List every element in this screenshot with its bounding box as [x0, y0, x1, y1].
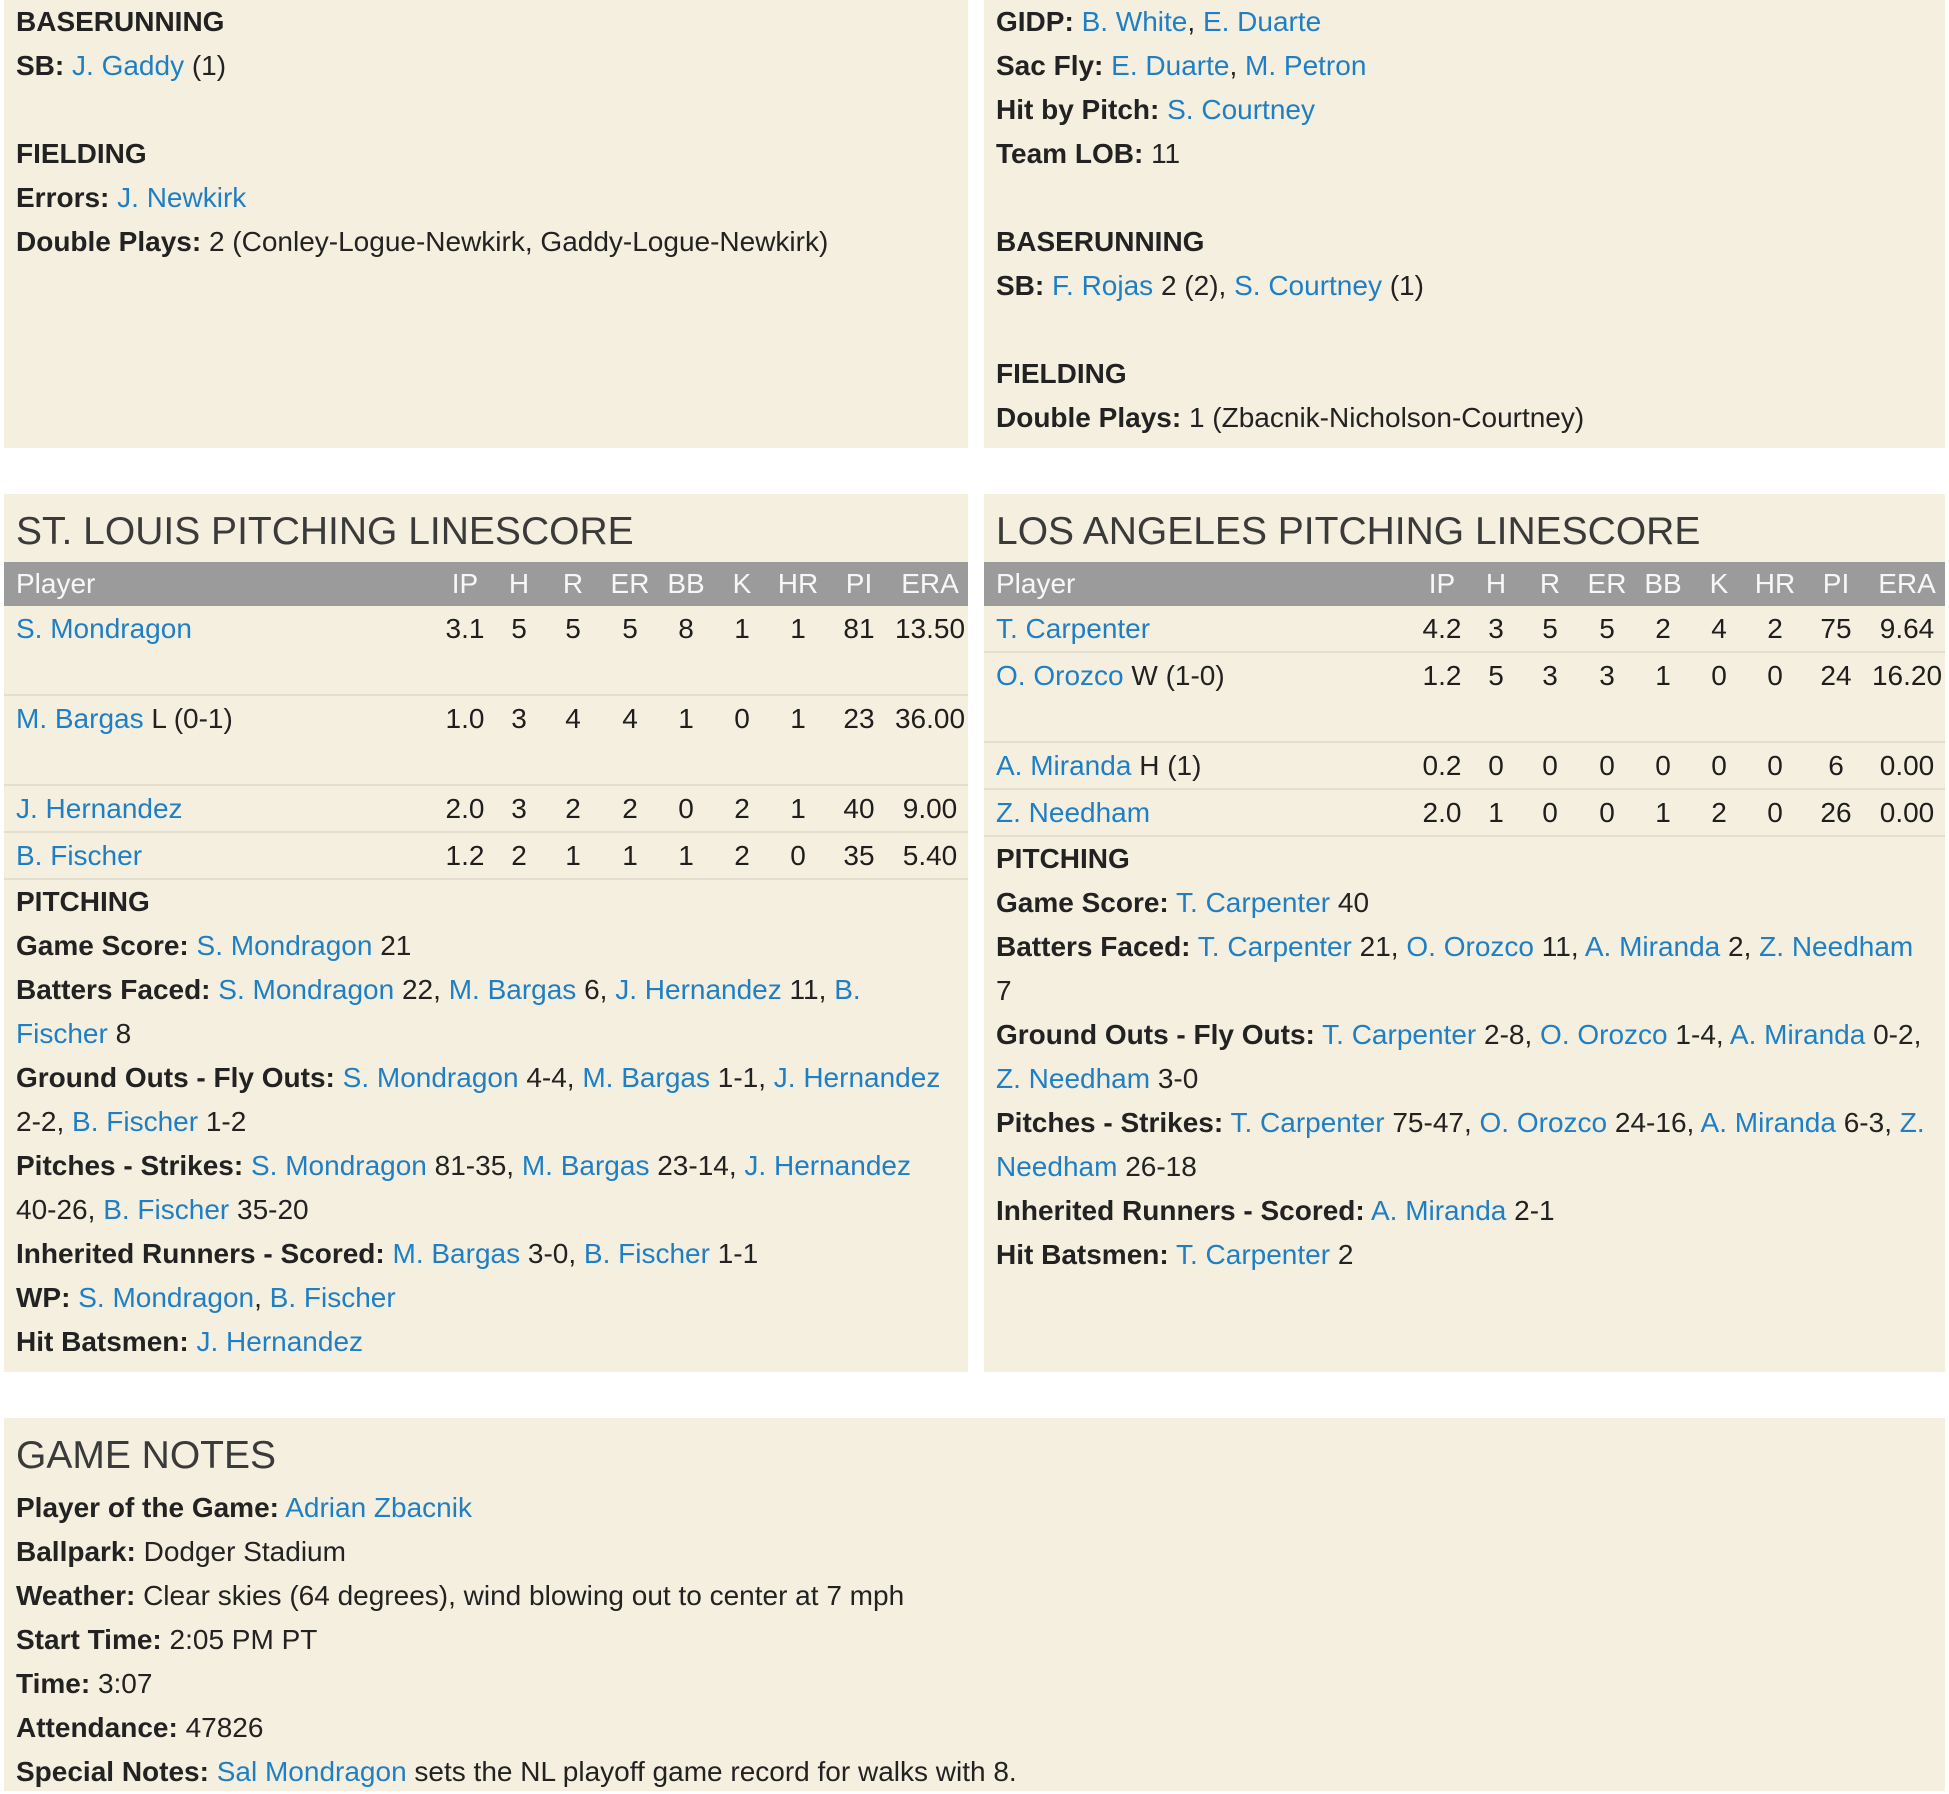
player-link[interactable]: J. Hernandez [196, 1326, 364, 1357]
cell-r: 5 [1521, 606, 1579, 652]
game-time-line [16, 1662, 1933, 1706]
batters-faced-label: Batters Faced: [16, 974, 211, 1005]
cell-pi: 81 [826, 606, 892, 695]
player-link[interactable]: J. Hernandez [773, 1062, 941, 1093]
start-time-value: 2:05 PM PT [169, 1624, 318, 1655]
cell-era: 0.00 [1869, 742, 1945, 789]
batters-faced-label: Batters Faced: [996, 931, 1191, 962]
home-batting-extras-panel [984, 0, 1945, 448]
hit-batsmen-label: Hit Batsmen: [16, 1326, 189, 1357]
player-link[interactable]: M. Bargas [582, 1062, 710, 1093]
cell-h: 3 [494, 695, 544, 785]
cell-h: 3 [1471, 606, 1521, 652]
player-link[interactable]: O. Orozco [996, 660, 1124, 691]
player-link[interactable]: S. Mondragon [16, 613, 192, 644]
batters-faced-line: Batters Faced: T. Carpenter 21, O. Orozco 11, A. Miranda 2, Z. Needham 7 [996, 931, 1914, 1006]
double-plays-value: 2 (Conley-Logue-Newkirk, Gaddy-Logue-Newkirk) [208, 226, 829, 257]
col-header: R [544, 562, 602, 606]
sb-value: (1) [1389, 270, 1424, 301]
groundouts-flyouts-line: Ground Outs - Fly Outs: S. Mondragon 4-4, M. Bargas 1-1, J. Hernandez 2-2, B. Fischer 1-2 [16, 1062, 941, 1137]
cell-er: 5 [1579, 606, 1635, 652]
pitching-notes [16, 880, 956, 1364]
hbp-label: Hit by Pitch: [996, 94, 1160, 125]
col-header: H [1471, 562, 1521, 606]
player-link[interactable]: O. Orozco [1479, 1107, 1608, 1138]
cell-bb: 1 [658, 695, 714, 785]
start-time-line [16, 1618, 1933, 1662]
fielding-heading: FIELDING [996, 358, 1127, 389]
cell-ip: 0.2 [1413, 742, 1471, 789]
pitches-strikes-label: Pitches - Strikes: [16, 1150, 244, 1181]
groundouts-flyouts-line: Ground Outs - Fly Outs: T. Carpenter 2-8, O. Orozco 1-4, A. Miranda 0-2, Z. Needham 3-0 [996, 1019, 1922, 1094]
cell-era: 13.50 [892, 606, 968, 695]
inherited-runners-label: Inherited Runners - Scored: [16, 1238, 385, 1269]
cell-pi: 35 [826, 832, 892, 879]
cell-r: 3 [1521, 652, 1579, 742]
sb-line [16, 44, 956, 88]
wild-pitch-label: WP: [16, 1282, 71, 1313]
double-plays-line [996, 396, 1933, 440]
col-header: PI [826, 562, 892, 606]
cell-era: 16.20 [1869, 652, 1945, 742]
player-link[interactable]: M. Bargas [521, 1150, 650, 1181]
hit-batsmen-line [16, 1320, 956, 1364]
player-link[interactable]: J. Hernandez [615, 974, 782, 1005]
sb-line [996, 264, 1933, 308]
attendance-label: Attendance: [16, 1712, 178, 1743]
pitching-notes [996, 837, 1933, 1277]
player-of-game-label: Player of the Game: [16, 1492, 279, 1523]
player-link[interactable]: M. Petron [1245, 50, 1367, 81]
cell-bb: 0 [658, 785, 714, 832]
table-row [984, 606, 1945, 652]
hit-batsmen-value: 2 [1337, 1239, 1354, 1270]
pitches-strikes-line: Pitches - Strikes: S. Mondragon 81-35, M. Bargas 23-14, J. Hernandez 40-26, B. Fischer 35-20 [16, 1150, 911, 1225]
table-row [4, 832, 968, 879]
cell-hr: 2 [1747, 606, 1803, 652]
player-link[interactable]: S. Courtney [1234, 270, 1382, 301]
decision-note: H (1) [1139, 749, 1202, 781]
cell-er: 0 [1579, 742, 1635, 789]
weather-value: Clear skies (64 degrees), wind blowing out to center at 7 mph [143, 1580, 905, 1611]
col-header: K [714, 562, 770, 606]
player-link[interactable]: B. Fischer [16, 839, 143, 871]
col-header: ERA [1869, 562, 1945, 606]
cell-ip: 2.0 [436, 785, 494, 832]
cell-k: 0 [1691, 742, 1747, 789]
cell-r: 0 [1521, 742, 1579, 789]
player-link[interactable]: B. White [1081, 6, 1188, 37]
decision-note: W (1-0) [1131, 660, 1225, 691]
player-link[interactable]: B. Fischer [583, 1238, 710, 1269]
batters-faced-line: Batters Faced: S. Mondragon 22, M. Bargas 6, J. Hernandez 11, B. Fischer 8 [16, 974, 861, 1049]
player-link[interactable]: E. Duarte [1202, 6, 1322, 37]
section-title: LOS ANGELES PITCHING LINESCORE [996, 510, 1701, 553]
player-link[interactable]: Z. Needham [1759, 931, 1914, 962]
baserunning-heading: BASERUNNING [16, 6, 225, 37]
pitching-heading: PITCHING [16, 886, 150, 917]
game-time-value: 3:07 [97, 1668, 153, 1699]
cell-pi: 40 [826, 785, 892, 832]
sac-fly-line: Sac Fly: E. Duarte, M. Petron [996, 50, 1367, 81]
cell-bb: 1 [1635, 652, 1691, 742]
cell-ip: 3.1 [436, 606, 494, 695]
player-link[interactable]: J. Newkirk [117, 182, 247, 213]
col-header: BB [1635, 562, 1691, 606]
game-score-line [16, 924, 956, 968]
cell-hr: 1 [770, 606, 826, 695]
la-pitching-panel [984, 494, 1945, 1372]
sb-value: (1) [191, 50, 227, 81]
start-time-label: Start Time: [16, 1624, 162, 1655]
errors-label: Errors: [16, 182, 110, 213]
col-header: IP [1413, 562, 1471, 606]
hit-batsmen-line [996, 1233, 1933, 1277]
col-header: K [1691, 562, 1747, 606]
cell-ip: 4.2 [1413, 606, 1471, 652]
player-link[interactable]: Z. Needham [996, 796, 1151, 828]
team-lob-value: 11 [1151, 138, 1181, 169]
player-of-game-line [16, 1486, 1933, 1530]
cell-er: 1 [602, 832, 658, 879]
player-link[interactable]: Sal Mondragon [216, 1756, 407, 1787]
col-header: HR [770, 562, 826, 606]
decision-note: L (0-1) [151, 703, 233, 734]
cell-h: 0 [1471, 742, 1521, 789]
team-lob-line [996, 132, 1933, 176]
player-link[interactable]: S. Mondragon [218, 974, 395, 1005]
player-link[interactable]: T. Carpenter [1175, 1239, 1331, 1270]
attendance-value: 47826 [185, 1712, 264, 1743]
player-link[interactable]: O. Orozco [1406, 931, 1534, 962]
cell-ip: 1.2 [1413, 652, 1471, 742]
cell-pi: 75 [1803, 606, 1869, 652]
game-score-label: Game Score: [996, 887, 1169, 918]
groundouts-flyouts-label: Ground Outs - Fly Outs: [996, 1019, 1315, 1050]
inherited-runners-label: Inherited Runners - Scored: [996, 1195, 1365, 1226]
cell-bb: 2 [1635, 606, 1691, 652]
cell-k: 4 [1691, 606, 1747, 652]
player-link[interactable]: A. Miranda [1584, 931, 1721, 962]
player-link[interactable]: S. Mondragon [78, 1282, 255, 1313]
table-header-row [984, 562, 1945, 606]
cell-bb: 0 [1635, 742, 1691, 789]
player-link[interactable]: J. Gaddy [72, 50, 185, 81]
weather-line [16, 1574, 1933, 1618]
player-link[interactable]: A. Miranda [1700, 1107, 1836, 1138]
inherited-runners-line: Inherited Runners - Scored: M. Bargas 3-0, B. Fischer 1-1 [16, 1238, 759, 1269]
inherited-runners-value: 2-1 [1514, 1195, 1555, 1226]
col-header: IP [436, 562, 494, 606]
attendance-line [16, 1706, 1933, 1750]
section-title: GAME NOTES [16, 1434, 277, 1477]
cell-r: 4 [544, 695, 602, 785]
player-link[interactable]: T. Carpenter [1176, 887, 1331, 918]
away-batting-extras-panel [4, 0, 968, 448]
player-link[interactable]: Adrian Zbacnik [285, 1492, 472, 1523]
cell-hr: 0 [770, 832, 826, 879]
cell-er: 2 [602, 785, 658, 832]
player-link[interactable]: T. Carpenter [1230, 1107, 1385, 1138]
pitching-heading: PITCHING [996, 843, 1130, 874]
cell-hr: 0 [1747, 789, 1803, 836]
cell-era: 36.00 [892, 695, 968, 785]
team-lob-label: Team LOB: [996, 138, 1144, 169]
inherited-runners-line [996, 1189, 1933, 1233]
table-row [984, 742, 1945, 789]
cell-bb: 1 [1635, 789, 1691, 836]
player-link[interactable]: A. Miranda [996, 749, 1132, 781]
col-header: PI [1803, 562, 1869, 606]
player-link[interactable]: S. Mondragon [250, 1150, 427, 1181]
ballpark-value: Dodger Stadium [143, 1536, 346, 1567]
sb-label: SB: [16, 50, 65, 81]
player-link[interactable]: Z. Needham [996, 1063, 1151, 1094]
player-link[interactable]: S. Courtney [1167, 94, 1315, 125]
section-title: ST. LOUIS PITCHING LINESCORE [16, 510, 634, 553]
cell-h: 5 [1471, 652, 1521, 742]
game-score-line [996, 881, 1933, 925]
cell-pi: 6 [1803, 742, 1869, 789]
player-link[interactable]: S. Mondragon [196, 930, 373, 961]
col-header: Player [4, 562, 436, 606]
pitches-strikes-label: Pitches - Strikes: [996, 1107, 1224, 1138]
player-link[interactable]: J. Hernandez [16, 792, 183, 824]
cell-r: 5 [544, 606, 602, 695]
game-score-label: Game Score: [16, 930, 189, 961]
cell-ip: 2.0 [1413, 789, 1471, 836]
special-notes-line [16, 1750, 1933, 1794]
game-score-value: 21 [380, 930, 412, 961]
cell-r: 1 [544, 832, 602, 879]
cell-era: 9.00 [892, 785, 968, 832]
player-link[interactable]: F. Rojas [1052, 270, 1154, 301]
cell-k: 0 [714, 695, 770, 785]
player-link[interactable]: E. Duarte [1111, 50, 1230, 81]
special-notes-value: sets the NL playoff game record for walks with 8. [414, 1756, 1017, 1787]
cell-er: 0 [1579, 789, 1635, 836]
pitching-linescore-table [4, 562, 968, 880]
cell-h: 5 [494, 606, 544, 695]
hbp-line [996, 88, 1933, 132]
player-link[interactable]: M. Bargas [392, 1238, 521, 1269]
pitching-linescore-table [984, 562, 1945, 837]
cell-er: 5 [602, 606, 658, 695]
col-header: BB [658, 562, 714, 606]
col-header: ER [602, 562, 658, 606]
player-link[interactable]: T. Carpenter [1197, 931, 1352, 962]
double-plays-label: Double Plays: [996, 402, 1182, 433]
sb-label: SB: [996, 270, 1045, 301]
player-link[interactable]: B. Fischer [16, 974, 861, 1049]
cell-k: 1 [714, 606, 770, 695]
cell-hr: 0 [1747, 742, 1803, 789]
cell-hr: 1 [770, 785, 826, 832]
pitches-strikes-line: Pitches - Strikes: T. Carpenter 75-47, O. Orozco 24-16, A. Miranda 6-3, Z. Needham 26-18 [996, 1107, 1925, 1182]
game-score-value: 40 [1337, 887, 1370, 918]
double-plays-line [16, 220, 956, 264]
player-link[interactable]: T. Carpenter [996, 612, 1151, 644]
col-header: R [1521, 562, 1579, 606]
gidp-line: GIDP: B. White, E. Duarte [996, 6, 1322, 37]
col-header: ER [1579, 562, 1635, 606]
special-notes-label: Special Notes: [16, 1756, 209, 1787]
cell-era: 5.40 [892, 832, 968, 879]
fielding-heading: FIELDING [16, 138, 147, 169]
cell-k: 2 [714, 832, 770, 879]
cell-h: 3 [494, 785, 544, 832]
cell-ip: 1.0 [436, 695, 494, 785]
cell-pi: 23 [826, 695, 892, 785]
cell-k: 2 [714, 785, 770, 832]
cell-h: 1 [1471, 789, 1521, 836]
cell-era: 9.64 [1869, 606, 1945, 652]
player-link[interactable]: B. Fischer [103, 1194, 230, 1225]
sb-value: 2 (2), [1160, 270, 1227, 301]
cell-era: 0.00 [1869, 789, 1945, 836]
cell-h: 2 [494, 832, 544, 879]
hit-batsmen-label: Hit Batsmen: [996, 1239, 1169, 1270]
double-plays-value: 1 (Zbacnik-Nicholson-Courtney) [1188, 402, 1585, 433]
player-link[interactable]: M. Bargas [448, 974, 577, 1005]
cell-pi: 26 [1803, 789, 1869, 836]
table-row [4, 695, 968, 785]
groundouts-flyouts-label: Ground Outs - Fly Outs: [16, 1062, 335, 1093]
cell-pi: 24 [1803, 652, 1869, 742]
stl-pitching-panel [4, 494, 968, 1372]
cell-er: 3 [1579, 652, 1635, 742]
table-row [4, 606, 968, 695]
cell-ip: 1.2 [436, 832, 494, 879]
table-row [984, 789, 1945, 836]
game-time-label: Time: [16, 1668, 91, 1699]
table-header-row [4, 562, 968, 606]
player-link[interactable]: M. Bargas [16, 703, 144, 734]
cell-hr: 1 [770, 695, 826, 785]
col-header: H [494, 562, 544, 606]
player-link[interactable]: J. Hernandez [744, 1150, 911, 1181]
ballpark-label: Ballpark: [16, 1536, 136, 1567]
errors-line [16, 176, 956, 220]
player-link[interactable]: S. Mondragon [342, 1062, 519, 1093]
player-link[interactable]: B. Fischer [72, 1106, 199, 1137]
baserunning-heading: BASERUNNING [996, 226, 1205, 257]
player-link[interactable]: Z. Needham [996, 1107, 1925, 1182]
table-row [4, 785, 968, 832]
wild-pitch-line: WP: S. Mondragon, B. Fischer [16, 1282, 396, 1313]
player-link[interactable]: T. Carpenter [1322, 1019, 1477, 1050]
cell-bb: 1 [658, 832, 714, 879]
cell-er: 4 [602, 695, 658, 785]
table-row [984, 652, 1945, 742]
player-link[interactable]: B. Fischer [269, 1282, 396, 1313]
game-notes-panel [4, 1418, 1945, 1791]
weather-label: Weather: [16, 1580, 136, 1611]
cell-hr: 0 [1747, 652, 1803, 742]
cell-k: 2 [1691, 789, 1747, 836]
cell-r: 0 [1521, 789, 1579, 836]
col-header: HR [1747, 562, 1803, 606]
col-header: Player [984, 562, 1413, 606]
cell-k: 0 [1691, 652, 1747, 742]
col-header: ERA [892, 562, 968, 606]
player-link[interactable]: A. Miranda [1370, 1195, 1507, 1226]
player-link[interactable]: A. Miranda [1729, 1019, 1866, 1050]
player-link[interactable]: O. Orozco [1540, 1019, 1668, 1050]
double-plays-label: Double Plays: [16, 226, 202, 257]
cell-bb: 8 [658, 606, 714, 695]
ballpark-line [16, 1530, 1933, 1574]
cell-r: 2 [544, 785, 602, 832]
gidp-label: GIDP: [996, 6, 1074, 37]
sac-fly-label: Sac Fly: [996, 50, 1104, 81]
